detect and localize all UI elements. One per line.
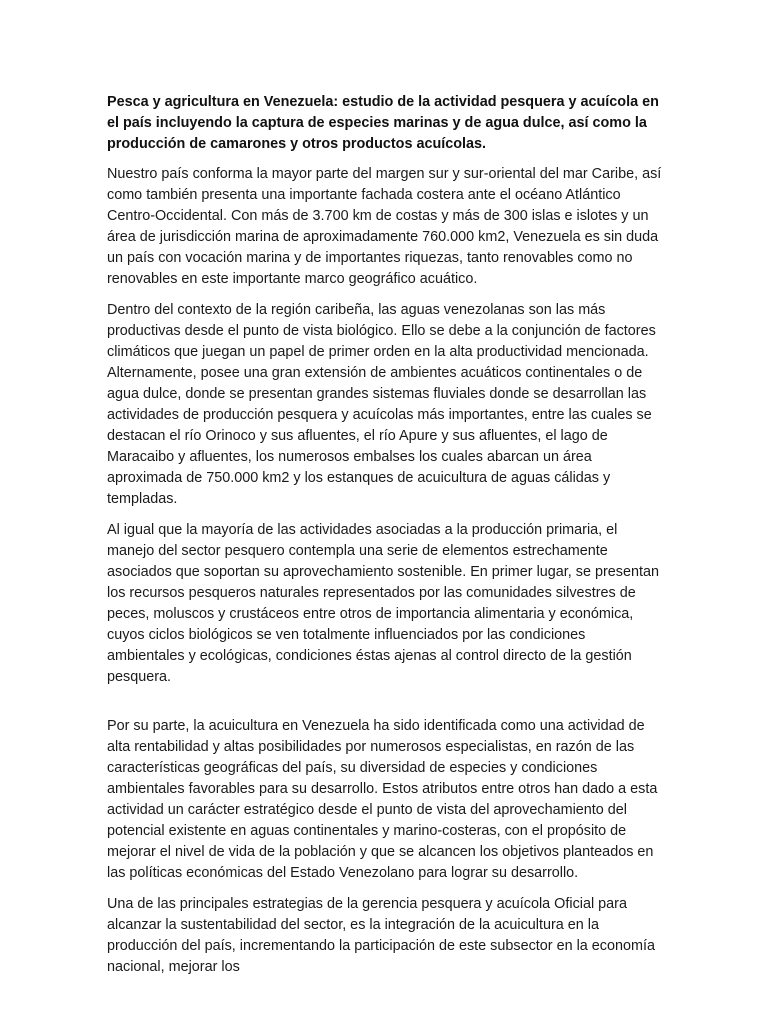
- document-body: [107, 92, 663, 988]
- paragraph-4: Por su parte, la acuicultura en Venezuela ha sido identificada como una actividad de alta rentabilidad y altas posibilidades por numerosos especialistas, en razón de las características geográficas del país, su diversidad de especies y condiciones ambientales favorables para su desarrollo. Estos atributos entre otros han dado a esta actividad un carácter estratégico desde el punto de vista del aprovechamiento del potencial existente en aguas continentales y marino-costeras, con el propósito de mejorar el nivel de vida de la población y que se alcancen los objetivos planteados en las políticas económicas del Estado Venezolano para lograr su desarrollo.: [107, 718, 658, 881]
- paragraph-3: Al igual que la mayoría de las actividades asociadas a la producción primaria, el manejo del sector pesquero contempla una serie de elementos estrechamente asociados que soportan su aprovechamiento sostenible. En primer lugar, se presentan los recursos pesqueros naturales representados por las comunidades silvestres de peces, moluscos y crustáceos entre otros de importancia alimentaria y económica, cuyos ciclos biológicos se ven totalmente influenciados por las condiciones ambientales y ecológicas, condiciones éstas ajenas al control directo de la gestión pesquera.: [107, 522, 659, 685]
- paragraph-5: Una de las principales estrategias de la gerencia pesquera y acuícola Oficial para alcanzar la sustentabilidad del sector, es la integración de la acuicultura en la producción del país, incrementando la participación de este subsector en la economía nacional, mejorar los: [107, 896, 655, 975]
- paragraph-2: Dentro del contexto de la región caribeña, las aguas venezolanas son las más productivas desde el punto de vista biológico. Ello se debe a la conjunción de factores climáticos que juegan un papel de primer orden en la alta productividad mencionada. Alternamente, posee una gran extensión de ambientes acuáticos continentales o de agua dulce, donde se presentan grandes sistemas fluviales donde se desarrollan las actividades de producción pesquera y acuícolas más importantes, entre las cuales se destacan el río Orinoco y sus afluentes, el río Apure y sus afluentes, el lago de Maracaibo y afluentes, los numerosos embalses los cuales abarcan un área aproximada de 750.000 km2 y los estanques de acuicultura de aguas cálidas y templadas.: [107, 302, 656, 507]
- paragraph-1: Nuestro país conforma la mayor parte del margen sur y sur-oriental del mar Caribe, así como también presenta una importante fachada costera ante el océano Atlántico Centro-Occidental. Con más de 3.700 km de costas y más de 300 islas e islotes y un área de jurisdicción marina de aproximadamente 760.000 km2, Venezuela es sin duda un país con vocación marina y de importantes riquezas, tanto renovables como no renovables en este importante marco geográfico acuático.: [107, 166, 662, 287]
- document-title: Pesca y agricultura en Venezuela: estudio de la actividad pesquera y acuícola en el país incluyendo la captura de especies marinas y de agua dulce, así como la producción de camarones y otros productos acuícolas.: [107, 94, 659, 152]
